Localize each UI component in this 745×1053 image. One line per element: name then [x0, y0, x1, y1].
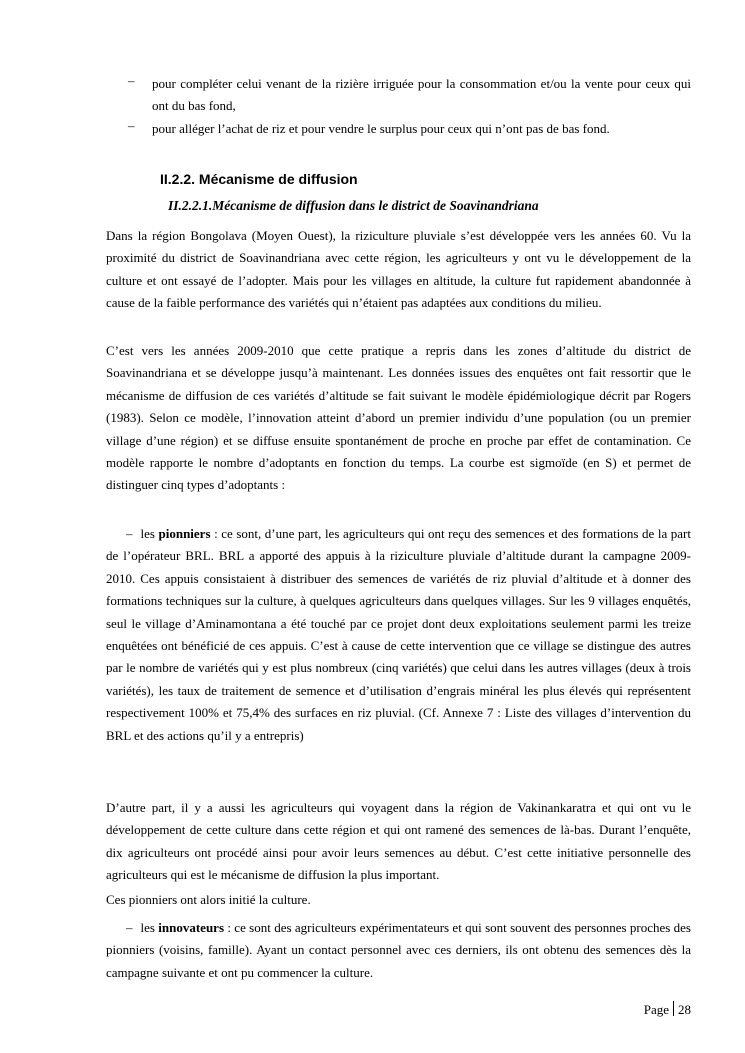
bullet-item	[128, 118, 691, 140]
innovateurs-paragraph	[106, 917, 691, 984]
dash-marker: –	[126, 526, 133, 541]
innovateurs-prefix: les	[140, 920, 159, 935]
dash-marker: –	[128, 118, 135, 133]
innovateurs-text: : ce sont des agriculteurs expérimentateurs et qui sont souvent des personnes proches des pionniers (voisins, famille). Ayant un contact personnel avec ces derniers, ils ont obtenu des semences dès la campagne suivante et ont pu commencer la culture.	[106, 920, 691, 980]
dash-marker: –	[126, 920, 133, 935]
page-label: Page	[643, 1002, 669, 1017]
pionniers-prefix: les	[140, 526, 159, 541]
paragraph: Ces pionniers ont alors initié la culture.	[106, 892, 311, 907]
footer-separator	[673, 1001, 674, 1016]
subsection-heading: II.2.2.1.Mécanisme de diffusion dans le district de Soavinandriana	[168, 198, 539, 213]
page-number: 28	[678, 1002, 691, 1017]
page-footer	[644, 1001, 691, 1018]
innovateurs-term: innovateurs	[158, 920, 225, 935]
paragraph: C’est vers les années 2009-2010 que cette pratique a repris dans les zones d’altitude du district de Soavinandriana et se développe jusqu’à maintenant. Les données issues des enquêtes ont fait ressortir que le mécanisme de diffusion de ces variétés d’altitude se fait suivant le modèle épidémiologique décrit par Rogers (1983). Selon ce modèle, l’innovation atteint d’abord un premier individu d’une population (ou un premier village d’une région) et se diffuse ensuite spontanément de proche en proche par effet de contamination. Ce modèle rapporte le nombre d’adoptants en fonction du temps. La courbe est sigmoïde (en S) et permet de distinguer cinq types d’adoptants :	[106, 343, 691, 493]
dash-marker: –	[128, 73, 135, 88]
paragraph: D’autre part, il y a aussi les agriculteurs qui voyagent dans la région de Vakinankaratra et qui ont vu le développement de cette culture dans cette région et qui ont ramené des semences de là-bas. Durant l’enquête, dix agriculteurs ont procédé ainsi pour avoir leurs semences au début. C’est cette initiative personnelle des agriculteurs qui est le mécanisme de diffusion la plus important.	[106, 800, 691, 883]
pionniers-term: pionniers	[158, 526, 211, 541]
section-heading: II.2.2. Mécanisme de diffusion	[160, 171, 358, 187]
paragraph: Dans la région Bongolava (Moyen Ouest), la riziculture pluviale s’est développée vers les années 60. Vu la proximité du district de Soavinandriana avec cette région, les agriculteurs y ont vu le développement de la culture et ont essayé de l’adopter. Mais pour les villages en altitude, la culture fut rapidement abandonnée à cause de la faible performance des variétés qui n’étaient pas adaptées aux conditions du milieu.	[106, 228, 691, 311]
bullet-text: pour alléger l’achat de riz et pour vendre le surplus pour ceux qui n’ont pas de bas fond.	[152, 121, 610, 136]
bullet-text: pour compléter celui venant de la rizière irriguée pour la consommation et/ou la vente pour ceux qui ont du bas fond,	[152, 76, 691, 113]
bullet-item	[128, 73, 691, 116]
pionniers-paragraph	[106, 523, 691, 747]
pionniers-text: : ce sont, d’une part, les agriculteurs qui ont reçu des semences et des formations de la part de l’opérateur BRL. BRL a apporté des appuis à la riziculture pluviale d’altitude durant la campagne 2009-2010. Ces appuis consistaient à distribuer des semences de variétés de riz pluvial d’altitude et à donner des formations techniques sur la culture, à quelques agriculteurs dans quelques villages. Sur les 9 villages enquêtés, seul le village d’Aminamontana a été touché par ce projet dont deux exploitations seulement parmi les treize enquêtées ont bénéficié de ces appuis. C’est à cause de cette intervention que ce village se distingue des autres par le nombre de variétés qui y est plus nombreux (cinq variétés) que celui dans les autres villages (deux à trois variétés), les taux de traitement de semence et d’utilisation d’engrais minéral les plus élevés qui représentent respectivement 100% et 75,4% des surfaces en riz pluvial. (Cf. Annexe 7 : Liste des villages d’intervention du BRL et des actions qu’il y a entrepris)	[106, 526, 691, 743]
